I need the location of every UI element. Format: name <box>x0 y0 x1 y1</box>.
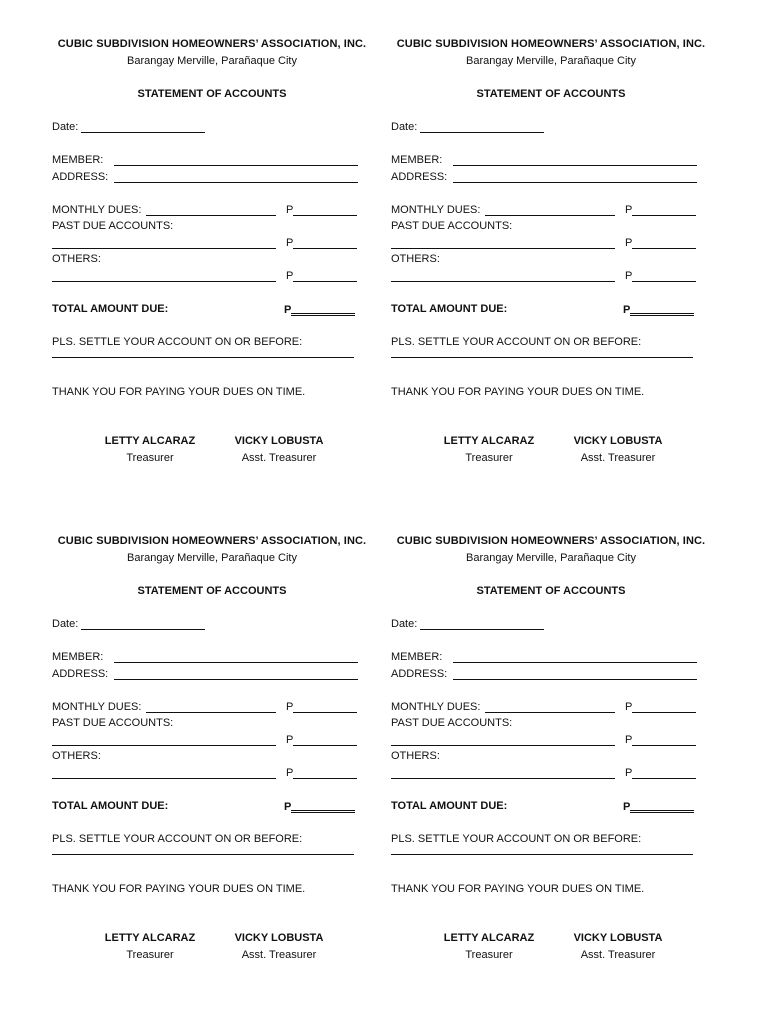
total-label: TOTAL AMOUNT DUE: <box>52 303 169 315</box>
past-due-amount[interactable] <box>293 237 357 249</box>
member-row <box>52 154 372 166</box>
member-field[interactable] <box>453 154 697 166</box>
date-field[interactable] <box>420 121 544 133</box>
total-row <box>52 303 372 315</box>
others-field[interactable] <box>391 767 615 779</box>
statement-title: STATEMENT OF ACCOUNTS <box>476 88 626 100</box>
signatory-role: Treasurer <box>126 452 174 464</box>
org-address: Barangay Merville, Parañaque City <box>466 552 636 564</box>
address-label: ADDRESS: <box>52 171 109 183</box>
past-due-label: PAST DUE ACCOUNTS: <box>52 717 174 729</box>
monthly-dues-row <box>52 204 372 216</box>
org-name: CUBIC SUBDIVISION HOMEOWNERS’ ASSOCIATION, INC. <box>396 535 706 547</box>
member-label: MEMBER: <box>391 651 443 663</box>
thank-you-note: THANK YOU FOR PAYING YOUR DUES ON TIME. <box>52 386 306 398</box>
signatory-name: LETTY ALCARAZ <box>443 932 535 944</box>
member-field[interactable] <box>453 651 697 663</box>
past-due-field[interactable] <box>391 734 615 746</box>
past-due-field[interactable] <box>52 734 276 746</box>
thank-you-note: THANK YOU FOR PAYING YOUR DUES ON TIME. <box>391 883 645 895</box>
monthly-dues-row <box>391 204 711 216</box>
monthly-dues-amount[interactable] <box>293 204 357 216</box>
settle-date-field[interactable] <box>52 346 354 358</box>
org-address: Barangay Merville, Parañaque City <box>466 55 636 67</box>
settle-label: PLS. SETTLE YOUR ACCOUNT ON OR BEFORE: <box>391 336 642 348</box>
date-row <box>52 121 372 133</box>
settle-label: PLS. SETTLE YOUR ACCOUNT ON OR BEFORE: <box>52 833 303 845</box>
monthly-dues-field[interactable] <box>146 701 276 713</box>
peso-mark: P <box>625 204 633 216</box>
others-field[interactable] <box>52 270 276 282</box>
org-name: CUBIC SUBDIVISION HOMEOWNERS’ ASSOCIATION, INC. <box>57 38 367 50</box>
date-row <box>391 618 711 630</box>
total-label: TOTAL AMOUNT DUE: <box>52 800 169 812</box>
date-label: Date: <box>391 121 418 133</box>
settle-label: PLS. SETTLE YOUR ACCOUNT ON OR BEFORE: <box>52 336 303 348</box>
settle-label: PLS. SETTLE YOUR ACCOUNT ON OR BEFORE: <box>391 833 642 845</box>
signatory-role: Asst. Treasurer <box>580 452 656 464</box>
total-amount[interactable] <box>291 800 355 813</box>
date-label: Date: <box>52 121 79 133</box>
monthly-dues-label: MONTHLY DUES: <box>52 701 142 713</box>
past-due-label: PAST DUE ACCOUNTS: <box>52 220 174 232</box>
address-label: ADDRESS: <box>391 171 448 183</box>
others-field[interactable] <box>391 270 615 282</box>
address-label: ADDRESS: <box>52 668 109 680</box>
date-row <box>52 618 372 630</box>
peso-mark: P <box>284 801 292 813</box>
total-row <box>52 800 372 812</box>
address-label: ADDRESS: <box>391 668 448 680</box>
date-label: Date: <box>391 618 418 630</box>
settle-date-field[interactable] <box>391 843 693 855</box>
address-field[interactable] <box>114 668 358 680</box>
others-amount[interactable] <box>632 270 696 282</box>
signatory-role: Asst. Treasurer <box>241 452 317 464</box>
date-field[interactable] <box>81 618 205 630</box>
signatory-name: VICKY LOBUSTA <box>234 932 324 944</box>
org-name: CUBIC SUBDIVISION HOMEOWNERS’ ASSOCIATION, INC. <box>396 38 706 50</box>
total-row <box>391 303 711 315</box>
org-address: Barangay Merville, Parañaque City <box>127 55 297 67</box>
peso-mark: P <box>625 767 633 779</box>
monthly-dues-row <box>52 701 372 713</box>
past-due-amount[interactable] <box>293 734 357 746</box>
signatory-name: LETTY ALCARAZ <box>443 435 535 447</box>
signatory-role: Asst. Treasurer <box>241 949 317 961</box>
monthly-dues-label: MONTHLY DUES: <box>391 701 481 713</box>
settle-date-field[interactable] <box>52 843 354 855</box>
monthly-dues-field[interactable] <box>146 204 276 216</box>
total-label: TOTAL AMOUNT DUE: <box>391 303 508 315</box>
past-due-amount[interactable] <box>632 734 696 746</box>
total-amount[interactable] <box>291 303 355 316</box>
total-amount[interactable] <box>630 303 694 316</box>
member-row <box>52 651 372 663</box>
peso-mark: P <box>286 767 294 779</box>
monthly-dues-amount[interactable] <box>293 701 357 713</box>
signatory-role: Treasurer <box>465 452 513 464</box>
signatory-name: VICKY LOBUSTA <box>573 435 663 447</box>
others-field[interactable] <box>52 767 276 779</box>
monthly-dues-field[interactable] <box>485 701 615 713</box>
peso-mark: P <box>286 204 294 216</box>
date-row <box>391 121 711 133</box>
monthly-dues-amount[interactable] <box>632 204 696 216</box>
peso-mark: P <box>286 237 294 249</box>
total-label: TOTAL AMOUNT DUE: <box>391 800 508 812</box>
total-amount[interactable] <box>630 800 694 813</box>
address-field[interactable] <box>114 171 358 183</box>
thank-you-note: THANK YOU FOR PAYING YOUR DUES ON TIME. <box>391 386 645 398</box>
address-row <box>391 171 711 183</box>
monthly-dues-field[interactable] <box>485 204 615 216</box>
peso-mark: P <box>625 701 633 713</box>
others-amount[interactable] <box>632 767 696 779</box>
address-field[interactable] <box>453 171 697 183</box>
past-due-field[interactable] <box>391 237 615 249</box>
thank-you-note: THANK YOU FOR PAYING YOUR DUES ON TIME. <box>52 883 306 895</box>
peso-mark: P <box>623 304 631 316</box>
member-label: MEMBER: <box>52 154 104 166</box>
org-name: CUBIC SUBDIVISION HOMEOWNERS’ ASSOCIATION, INC. <box>57 535 367 547</box>
peso-mark: P <box>625 734 633 746</box>
monthly-dues-label: MONTHLY DUES: <box>52 204 142 216</box>
past-due-label: PAST DUE ACCOUNTS: <box>391 717 513 729</box>
total-row <box>391 800 711 812</box>
others-label: OTHERS: <box>52 750 101 762</box>
others-label: OTHERS: <box>391 750 440 762</box>
others-amount[interactable] <box>293 767 357 779</box>
member-row <box>391 651 711 663</box>
peso-mark: P <box>286 701 294 713</box>
statement-title: STATEMENT OF ACCOUNTS <box>476 585 626 597</box>
past-due-amount[interactable] <box>632 237 696 249</box>
monthly-dues-label: MONTHLY DUES: <box>391 204 481 216</box>
peso-mark: P <box>286 734 294 746</box>
date-field[interactable] <box>420 618 544 630</box>
signatory-name: LETTY ALCARAZ <box>104 435 196 447</box>
address-row <box>52 171 372 183</box>
address-row <box>52 668 372 680</box>
signatory-role: Treasurer <box>126 949 174 961</box>
signatory-role: Treasurer <box>465 949 513 961</box>
signatory-name: VICKY LOBUSTA <box>573 932 663 944</box>
others-label: OTHERS: <box>52 253 101 265</box>
member-row <box>391 154 711 166</box>
signatory-name: VICKY LOBUSTA <box>234 435 324 447</box>
others-amount[interactable] <box>293 270 357 282</box>
address-row <box>391 668 711 680</box>
past-due-field[interactable] <box>52 237 276 249</box>
peso-mark: P <box>623 801 631 813</box>
member-field[interactable] <box>114 651 358 663</box>
signatory-role: Asst. Treasurer <box>580 949 656 961</box>
address-field[interactable] <box>453 668 697 680</box>
date-label: Date: <box>52 618 79 630</box>
peso-mark: P <box>625 270 633 282</box>
member-field[interactable] <box>114 154 358 166</box>
past-due-label: PAST DUE ACCOUNTS: <box>391 220 513 232</box>
statement-title: STATEMENT OF ACCOUNTS <box>137 585 287 597</box>
peso-mark: P <box>286 270 294 282</box>
monthly-dues-amount[interactable] <box>632 701 696 713</box>
others-label: OTHERS: <box>391 253 440 265</box>
peso-mark: P <box>625 237 633 249</box>
date-field[interactable] <box>81 121 205 133</box>
member-label: MEMBER: <box>391 154 443 166</box>
member-label: MEMBER: <box>52 651 104 663</box>
statement-title: STATEMENT OF ACCOUNTS <box>137 88 287 100</box>
org-address: Barangay Merville, Parañaque City <box>127 552 297 564</box>
monthly-dues-row <box>391 701 711 713</box>
signatory-name: LETTY ALCARAZ <box>104 932 196 944</box>
peso-mark: P <box>284 304 292 316</box>
settle-date-field[interactable] <box>391 346 693 358</box>
